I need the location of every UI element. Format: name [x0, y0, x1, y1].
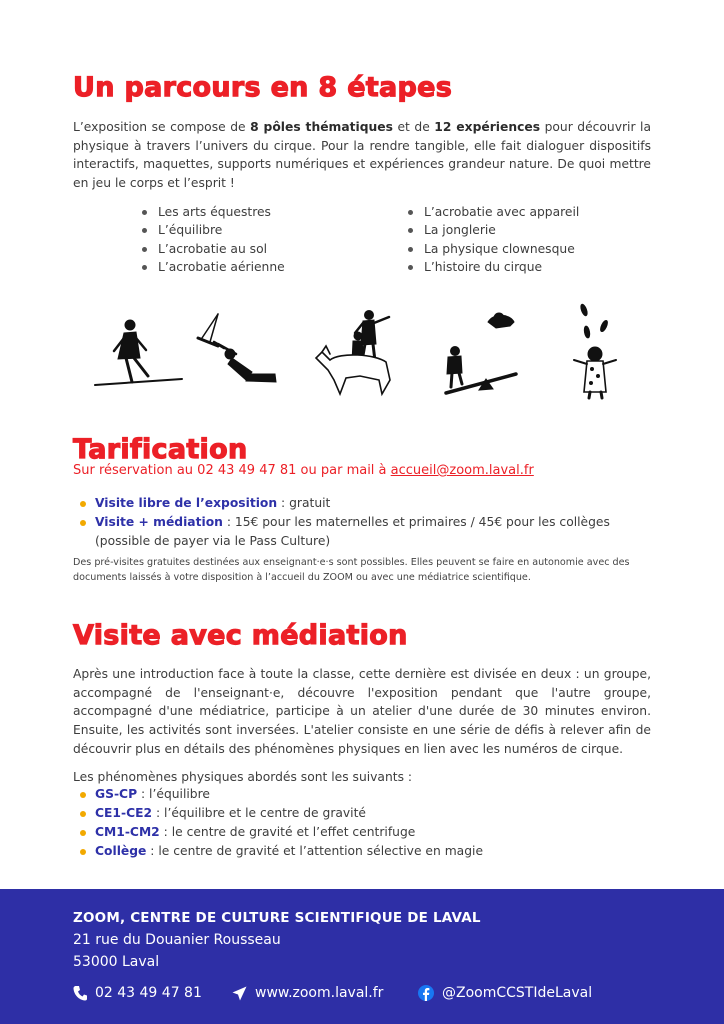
list-item: [80, 785, 483, 804]
level-value: : l’équilibre: [137, 787, 210, 801]
list-item: L’équilibre: [142, 221, 285, 239]
facebook-handle: @ZoomCCSTIdeLaval: [442, 985, 593, 1001]
tarif-list: [80, 494, 655, 551]
equestrian-acrobat-icon: [316, 311, 390, 395]
contact-facebook[interactable]: [418, 985, 592, 1001]
juggling-clown-icon: [574, 304, 616, 398]
list-item: La jonglerie: [408, 221, 579, 239]
list-item: La physique clownesque: [408, 240, 579, 258]
list-item: L’acrobatie avec appareil: [408, 203, 579, 221]
reservation-line: [73, 463, 534, 478]
list-item: L’acrobatie au sol: [142, 240, 285, 258]
mediation-lead: Les phénomènes physiques abordés sont les suivants :: [73, 770, 413, 784]
level-key: CM1-CM2: [95, 825, 160, 839]
list-item: L’acrobatie aérienne: [142, 258, 285, 276]
reservation-text: Sur réservation au 02 43 49 47 81 ou par mail à: [73, 463, 391, 478]
level-value: : l’équilibre et le centre de gravité: [152, 806, 366, 820]
mediation-paragraph: Après une introduction face à toute la classe, cette dernière est divisée en deux : un groupe, accompagné de l'enseignant·e, découvre l'exposition pendant que l'autre groupe, accompagné d'une médiatrice, participe à un atelier d'une durée de 30 minutes environ. Ensuite, les activités sont inversées. L'atelier consiste en une série de défis à relever afin de découvrir plus en détails des phénomènes physiques en lien avec les numéros de cirque.: [73, 667, 651, 756]
poles-list-left: [142, 203, 285, 277]
parcours-intro: [73, 118, 651, 193]
list-item: [80, 804, 483, 823]
phone-number: 02 43 49 47 81: [95, 985, 202, 1001]
section-title-tarification: Tarification: [73, 434, 248, 465]
circus-illustrations: [90, 296, 640, 406]
footer: [0, 889, 724, 1024]
contact-phone[interactable]: [73, 985, 202, 1001]
teeterboard-acrobats-icon: [446, 313, 516, 393]
list-item: [80, 494, 655, 513]
list-item: [80, 513, 655, 551]
level-value: : le centre de gravité et l’attention sélective en magie: [146, 844, 484, 858]
tarif-key: Visite libre de l’exposition: [95, 496, 278, 510]
tarif-value: : gratuit: [277, 496, 331, 510]
intro-bold-poles: 8 pôles thématiques: [250, 120, 393, 134]
email-link[interactable]: accueil@zoom.laval.fr: [390, 463, 534, 478]
tightrope-walker-icon: [95, 320, 182, 385]
section-title-parcours: Un parcours en 8 étapes: [73, 72, 453, 103]
intro-text-2: et de: [392, 120, 435, 134]
phone-icon: [73, 985, 87, 1001]
tarif-key: Visite + médiation: [95, 515, 223, 529]
trapeze-artist-icon: [198, 314, 276, 382]
level-key: CE1-CE2: [95, 806, 153, 820]
list-item: L’histoire du cirque: [408, 258, 579, 276]
website-url: www.zoom.laval.fr: [255, 985, 384, 1001]
intro-bold-experiences: 12 expériences: [434, 120, 541, 134]
list-item: Les arts équestres: [142, 203, 285, 221]
intro-text-3: pour découvrir la physique à travers l’univers du cirque. Pour la rendre tangible, elle fait dialoguer dispositifs interactifs, maquettes, supports numériques et expériences grandeur nature. De quoi mettre en jeu le corps et l’esprit !: [73, 120, 651, 191]
contact-website[interactable]: [232, 985, 383, 1001]
tarif-value: : 15€ pour les maternelles et primaires / 45€ pour les collèges (possible de payer via le Pass Culture): [95, 515, 610, 548]
levels-list: [80, 785, 483, 861]
send-arrow-icon: [232, 986, 247, 1001]
list-item: [80, 823, 483, 842]
organization-name: ZOOM, CENTRE DE CULTURE SCIENTIFIQUE DE LAVAL: [73, 910, 481, 926]
level-key: Collège: [95, 844, 147, 858]
level-value: : le centre de gravité et l’effet centrifuge: [159, 825, 416, 839]
list-item: [80, 842, 483, 861]
poles-list-right: [408, 203, 579, 277]
previsite-note: Des pré-visites gratuites destinées aux enseignant·e·s sont possibles. Elles peuvent se faire en autonomie avec des documents laissés à votre disposition à l’accueil du ZOOM ou avec une médiatrice scientifique.: [73, 557, 630, 583]
address-street: 21 rue du Douanier Rousseau: [73, 932, 281, 948]
address-city: 53000 Laval: [73, 954, 160, 970]
facebook-icon: [418, 985, 434, 1001]
section-title-mediation: Visite avec médiation: [73, 620, 408, 651]
intro-text-1: L’exposition se compose de: [73, 120, 251, 134]
level-key: GS-CP: [95, 787, 138, 801]
